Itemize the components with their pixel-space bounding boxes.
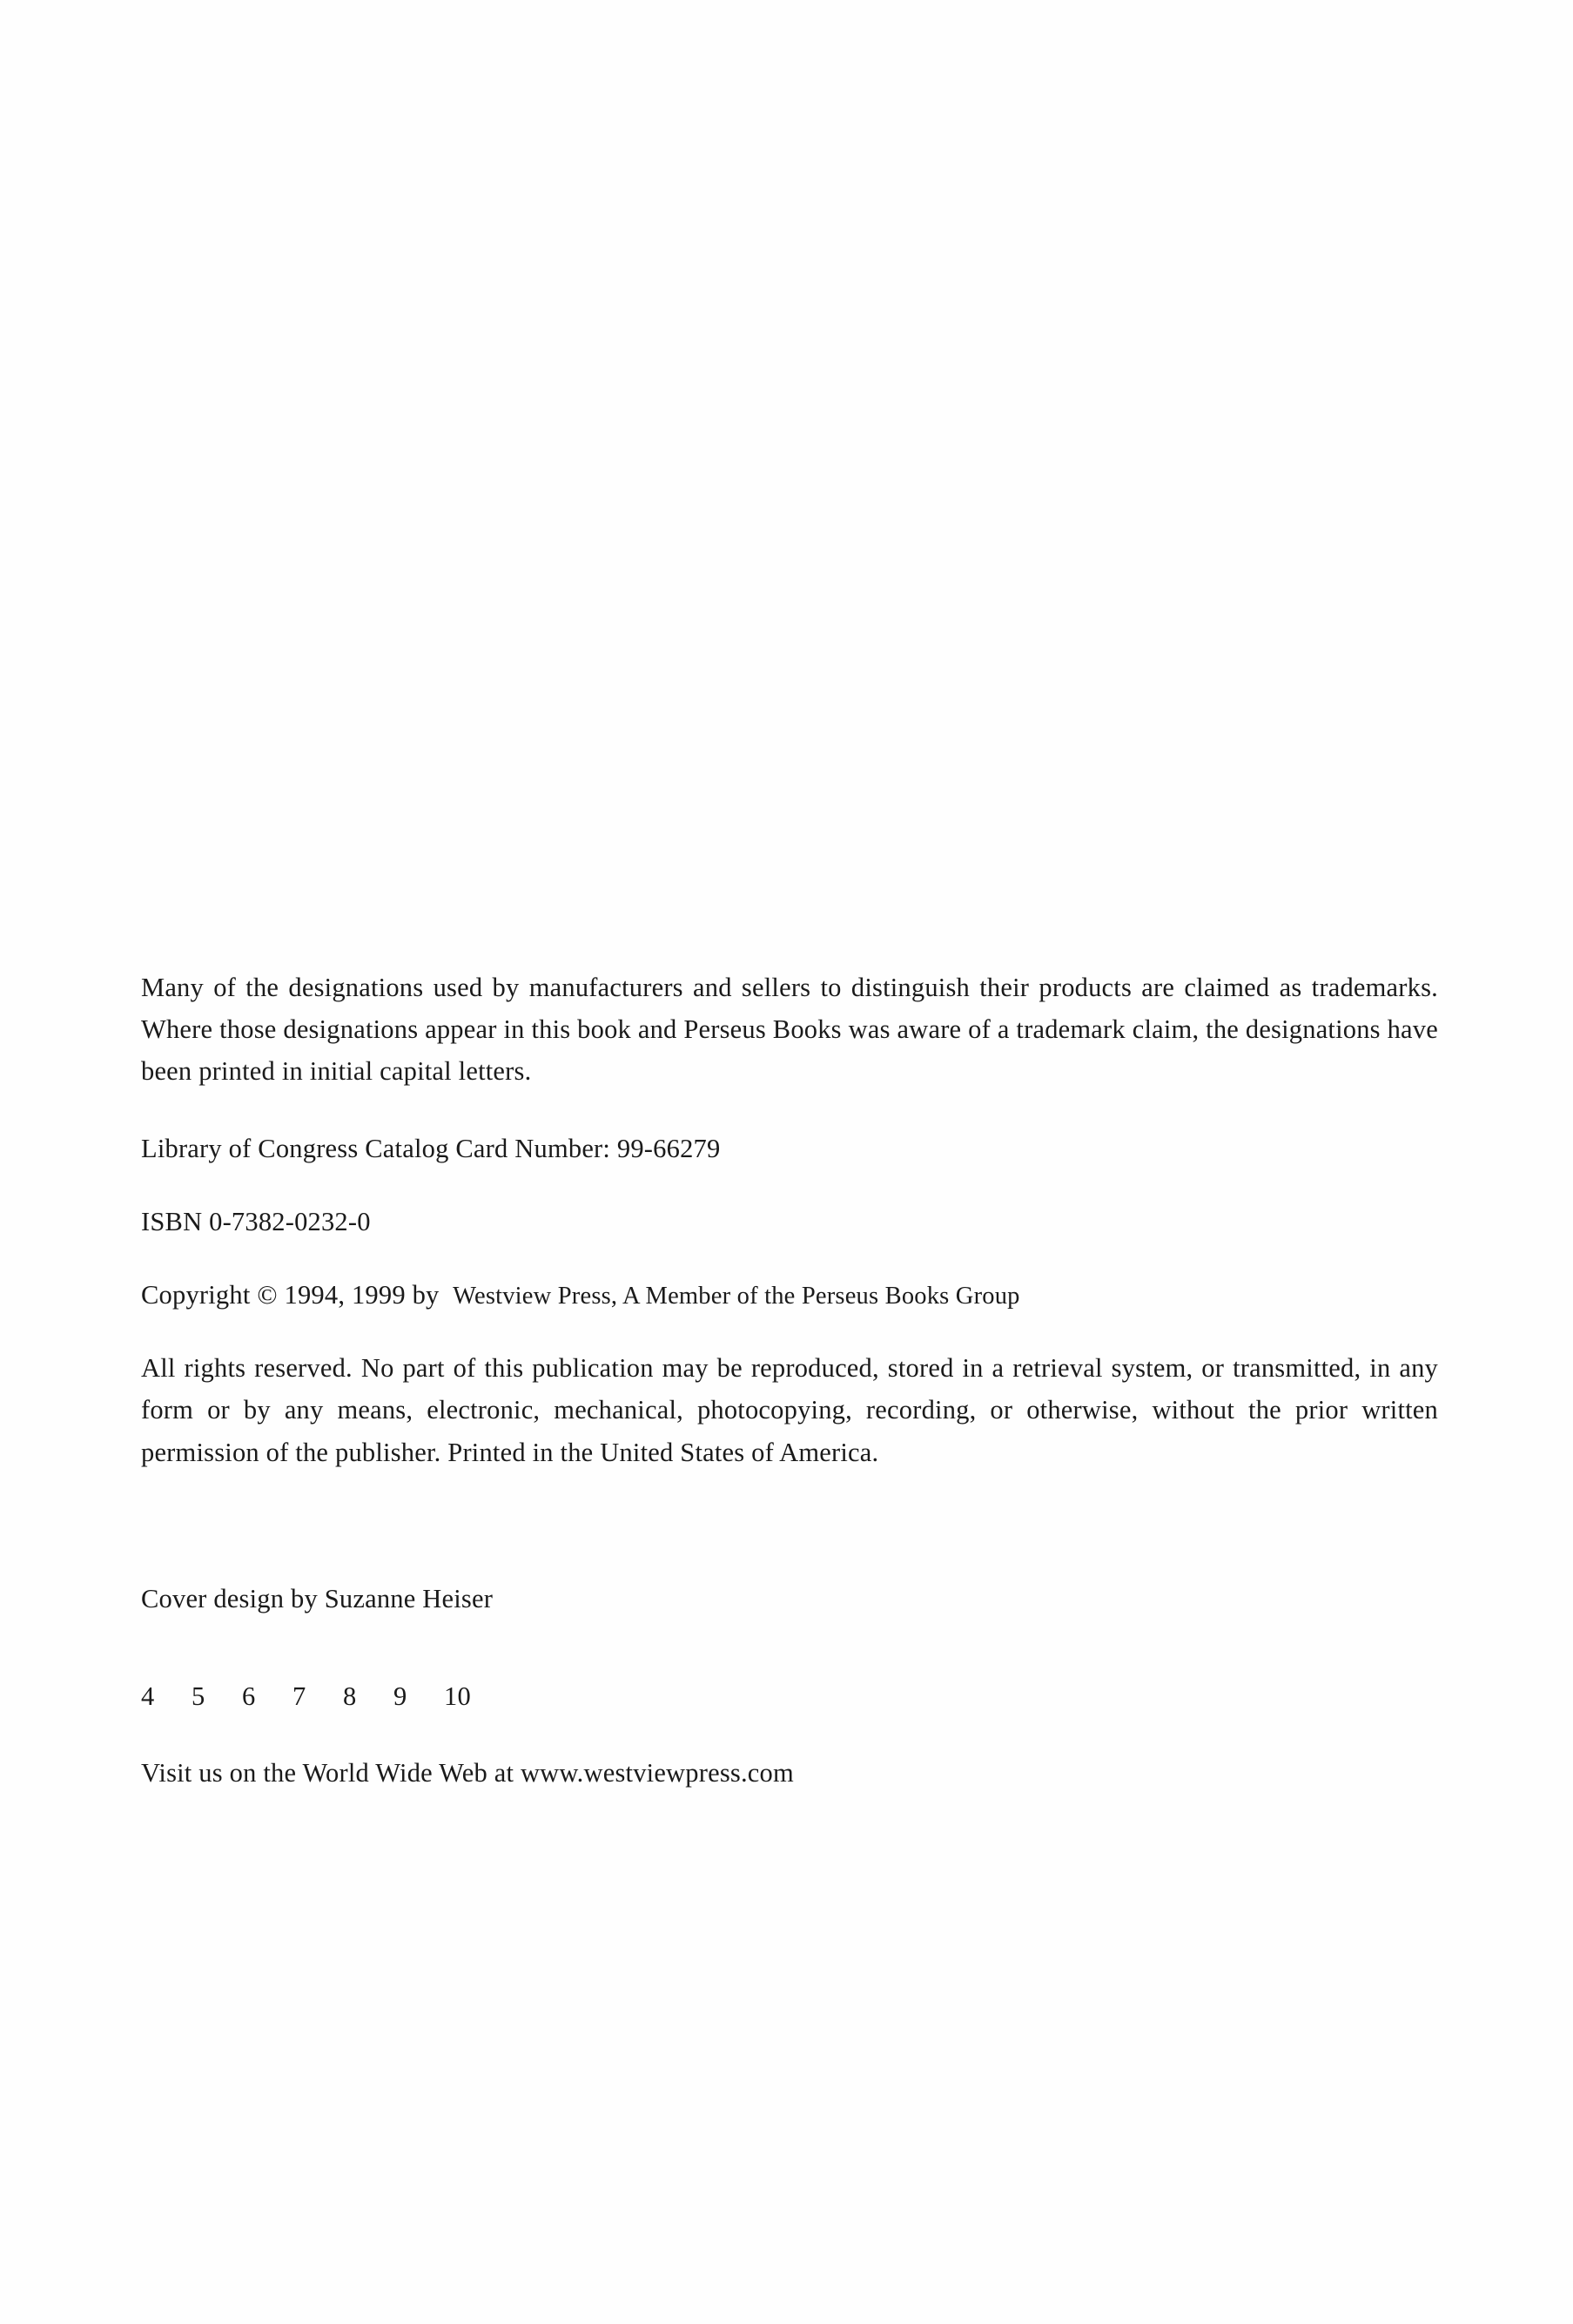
spacer (141, 1473, 1438, 1578)
printing-number-line (141, 1675, 1438, 1717)
website-line: Visit us on the World Wide Web at www.westviewpress.com (141, 1758, 794, 1788)
spacer (141, 1717, 1438, 1752)
spacer (141, 1243, 1438, 1274)
isbn-line: ISBN 0-7382-0232-0 (141, 1206, 371, 1236)
copyright-publisher: Westview Press, A Member of the Perseus Books Group (453, 1282, 1020, 1310)
spacer (141, 1620, 1438, 1675)
spacer (141, 1093, 1438, 1128)
cover-design-line: Cover design by Suzanne Heiser (141, 1583, 494, 1613)
printing-number: 4 (141, 1681, 155, 1711)
spacer (141, 1169, 1438, 1201)
printing-number: 5 (192, 1681, 205, 1711)
printing-number: 9 (393, 1681, 407, 1711)
printing-number: 8 (343, 1681, 357, 1711)
copyright-content (141, 967, 1438, 1794)
printing-number: 10 (444, 1681, 471, 1711)
printing-number: 6 (242, 1681, 256, 1711)
library-of-congress-line: Library of Congress Catalog Card Number: 99-66279 (141, 1133, 721, 1163)
trademark-notice-paragraph: Many of the designations used by manufacturers and sellers to distinguish their products are claimed as trademarks. Where those designations appear in this book and Perseus Books was aware of a trademark claim, the designations have been printed in initial capital letters. (141, 973, 1438, 1087)
spacer (141, 1316, 1438, 1347)
all-rights-reserved-paragraph: All rights reserved. No part of this publication may be reproduced, stored in a retrieval system, or transmitted, in any form or by any means, electronic, mechanical, photocopying, recording, or otherwise, without the prior written permission of the publisher. Printed in the United States of America. (141, 1353, 1438, 1467)
copyright-prefix: Copyright © 1994, 1999 by (141, 1279, 440, 1310)
copyright-line (141, 1274, 1438, 1316)
printing-number: 7 (292, 1681, 306, 1711)
